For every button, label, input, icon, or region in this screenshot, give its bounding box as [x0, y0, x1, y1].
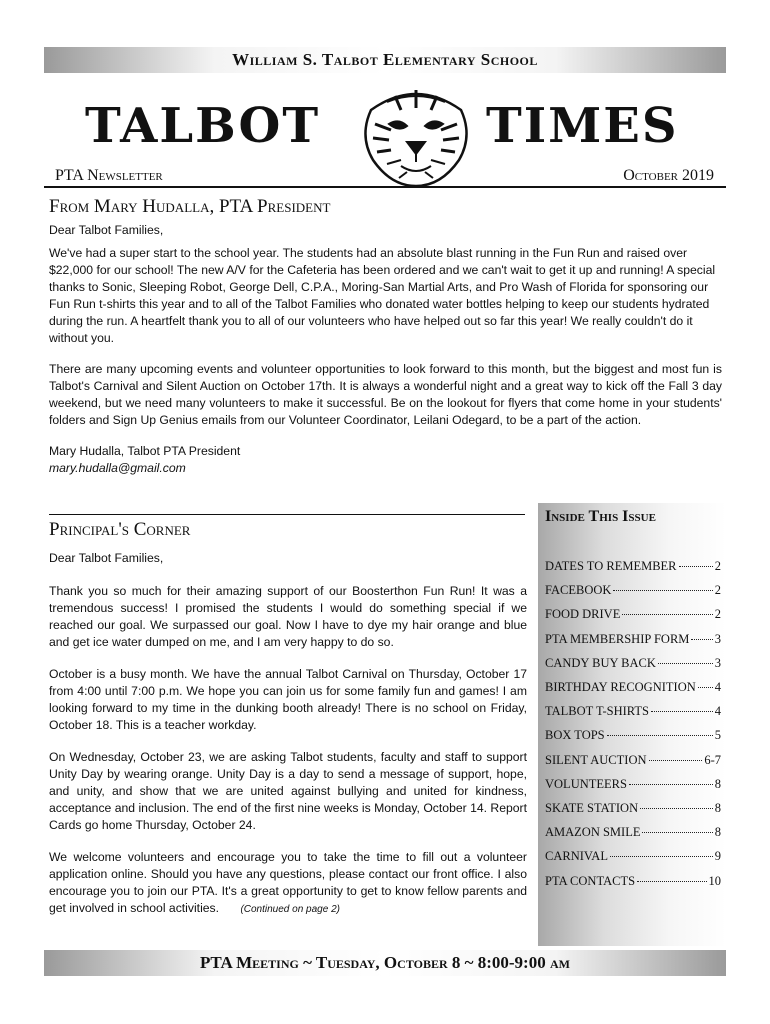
president-signature: Mary Hudalla, Talbot PTA President	[49, 444, 241, 458]
toc-item-label: PTA MEMBERSHIP FORM	[545, 631, 690, 646]
toc-item-page: 9	[714, 849, 721, 864]
principal-greeting: Dear Talbot Families,	[49, 551, 164, 565]
toc-item	[545, 631, 721, 647]
issue-date: October 2019	[623, 167, 714, 184]
principal-corner-title: Principal's Corner	[49, 519, 191, 540]
school-name-banner	[44, 47, 726, 73]
toc-item-page: 5	[714, 728, 721, 743]
inside-this-issue-title: Inside This Issue	[545, 508, 656, 525]
toc-item-page: 8	[714, 776, 721, 791]
inside-this-issue-box	[538, 503, 726, 946]
toc-item-label: CANDY BUY BACK	[545, 655, 656, 670]
toc-item-page: 4	[714, 680, 721, 694]
toc-item	[545, 655, 721, 671]
toc-item-label: AMAZON SMILE	[545, 825, 641, 840]
toc-item	[545, 558, 721, 574]
toc-item-label: SKATE STATION	[545, 801, 639, 815]
toc-leader-dots	[658, 663, 713, 664]
toc-leader-dots	[642, 832, 712, 833]
toc-leader-dots	[613, 590, 712, 591]
president-email[interactable]: mary.hudalla@gmail.com	[49, 461, 186, 475]
continued-note: (Continued on page 2)	[240, 904, 340, 915]
toc-item-page: 8	[714, 801, 721, 815]
toc-item	[545, 703, 721, 719]
toc-item-page: 8	[714, 825, 721, 840]
principal-section-divider	[49, 514, 525, 515]
school-name: William S. Talbot Elementary School	[232, 50, 538, 69]
toc-item-label: TALBOT T-SHIRTS	[545, 704, 649, 719]
toc-item	[545, 848, 721, 864]
toc-leader-dots	[679, 566, 713, 567]
toc-item-label: SILENT AUCTION	[545, 752, 647, 767]
toc-leader-dots	[640, 808, 713, 809]
toc-item-label: FOOD DRIVE	[545, 607, 621, 622]
principal-paragraph-4-text: We welcome volunteers and encourage you to take the time to fill out a volunteer application online. Should you have any questions, please contact our front office. I also encourage you to join our PTA. It's a great opportunity to get to know fellow parents and get involved in school activities.	[49, 850, 527, 915]
toc-item	[545, 727, 721, 743]
toc-item-label: FACEBOOK	[545, 583, 612, 598]
toc-leader-dots	[637, 881, 706, 882]
masthead-divider	[44, 186, 726, 188]
president-paragraph-1: We've had a super start to the school year. The students had an absolute blast running in the Fun Run and raised over $22,000 for our school! The new A/V for the Cafeteria has been ordered and we can't wait to get it up and running! A special thanks to Sonic, Sleeping Robot, George Dell, C.P.A., Moring-San Martial Arts, and Pro Wash of Florida for sponsoring our Fun Run t-shirts this year and to all of the Talbot Families who donated water bottles helping to keep our students hydrated during the run. A heartfelt thank you to all of our volunteers who have helped out so far this year! We really couldn't do it without you.	[49, 246, 716, 345]
toc-item	[545, 824, 721, 840]
toc-item-page: 2	[714, 607, 721, 622]
pta-meeting-banner	[44, 950, 726, 976]
toc-item-page: 6-7	[704, 752, 721, 767]
toc-item-label: VOLUNTEERS	[545, 776, 627, 791]
toc-item	[545, 679, 721, 695]
principal-paragraph-3: On Wednesday, October 23, we are asking Talbot students, faculty and staff to support Unity Day by wearing orange. Unity Day is a day to send a message of support, hope, and unity, and show that we are united against bullying and united for kindness, acceptance and inclusion. The end of the first nine weeks is Monday, October 14. Report Cards go home Thursday, October 24.	[49, 750, 527, 832]
toc-leader-dots	[629, 784, 713, 785]
toc-leader-dots	[691, 639, 712, 640]
president-paragraph-2: There are many upcoming events and volunteer opportunities to look forward to this month, but the biggest and most fun is Talbot's Carnival and Silent Auction on October 17th. It is always a wonderful night and a great way to kick off the Fall 3 day weekend, but we need many volunteers to make it successful. Be on the lookout for flyers that come home in your students' folders and Sign Up Genius emails from our Volunteer Coordinator, Leilani Odegard, to be a part of the action.	[49, 362, 722, 427]
principal-paragraph-1: Thank you so much for their amazing support of our Boosterthon Fun Run! It was a tremendous success! I promised the students I would do something special if we reached our goal. We surpassed our goal. Now I have to dye my hair orange and blue and get ice water dumped on me, and I am very happy to do so.	[49, 584, 527, 649]
toc-item-page: 2	[714, 583, 721, 598]
toc-item-page: 4	[714, 704, 721, 719]
pta-meeting-text: PTA Meeting ~ Tuesday, October 8 ~ 8:00-9:00 am	[200, 953, 570, 972]
toc-item-label: CARNIVAL	[545, 849, 608, 864]
toc-leader-dots	[651, 711, 713, 712]
toc-item	[545, 776, 721, 792]
toc-leader-dots	[622, 614, 712, 615]
toc-item	[545, 752, 721, 768]
toc-item-page: 3	[714, 655, 721, 670]
toc-leader-dots	[607, 735, 713, 736]
masthead-title-right: TIMES	[486, 98, 679, 154]
toc-item	[545, 873, 721, 889]
toc-leader-dots	[649, 760, 703, 761]
toc-item	[545, 800, 721, 816]
principal-corner-section	[49, 519, 527, 918]
toc-item-page: 3	[714, 631, 721, 646]
masthead-title-left: TALBOT	[85, 98, 321, 154]
president-letter-title: From Mary Hudalla, PTA President	[49, 196, 331, 217]
toc-item-label: PTA CONTACTS	[545, 873, 636, 888]
toc-item-label: BIRTHDAY RECOGNITION	[545, 680, 696, 694]
toc-item-page: 10	[708, 873, 721, 888]
toc-item-label: BOX TOPS	[545, 728, 605, 743]
toc-item-page: 2	[714, 559, 721, 573]
toc-leader-dots	[698, 687, 713, 688]
principal-paragraph-2: October is a busy month. We have the annual Talbot Carnival on Thursday, October 17 from 4:00 until 7:00 p.m. We hope you can join us for some family fun and games! I am looking forward to my time in the dunking booth already! There is no school on Friday, October 18. This is a teacher workday.	[49, 667, 527, 732]
principal-paragraph-4	[49, 849, 527, 918]
toc-item	[545, 582, 721, 598]
president-greeting: Dear Talbot Families,	[49, 223, 164, 237]
tiger-head-icon	[357, 84, 475, 188]
newsletter-label: PTA Newsletter	[55, 167, 163, 184]
toc-item-label: DATES TO REMEMBER	[545, 559, 677, 573]
toc-item	[545, 606, 721, 622]
president-letter-section	[49, 196, 722, 477]
toc-leader-dots	[610, 856, 713, 857]
